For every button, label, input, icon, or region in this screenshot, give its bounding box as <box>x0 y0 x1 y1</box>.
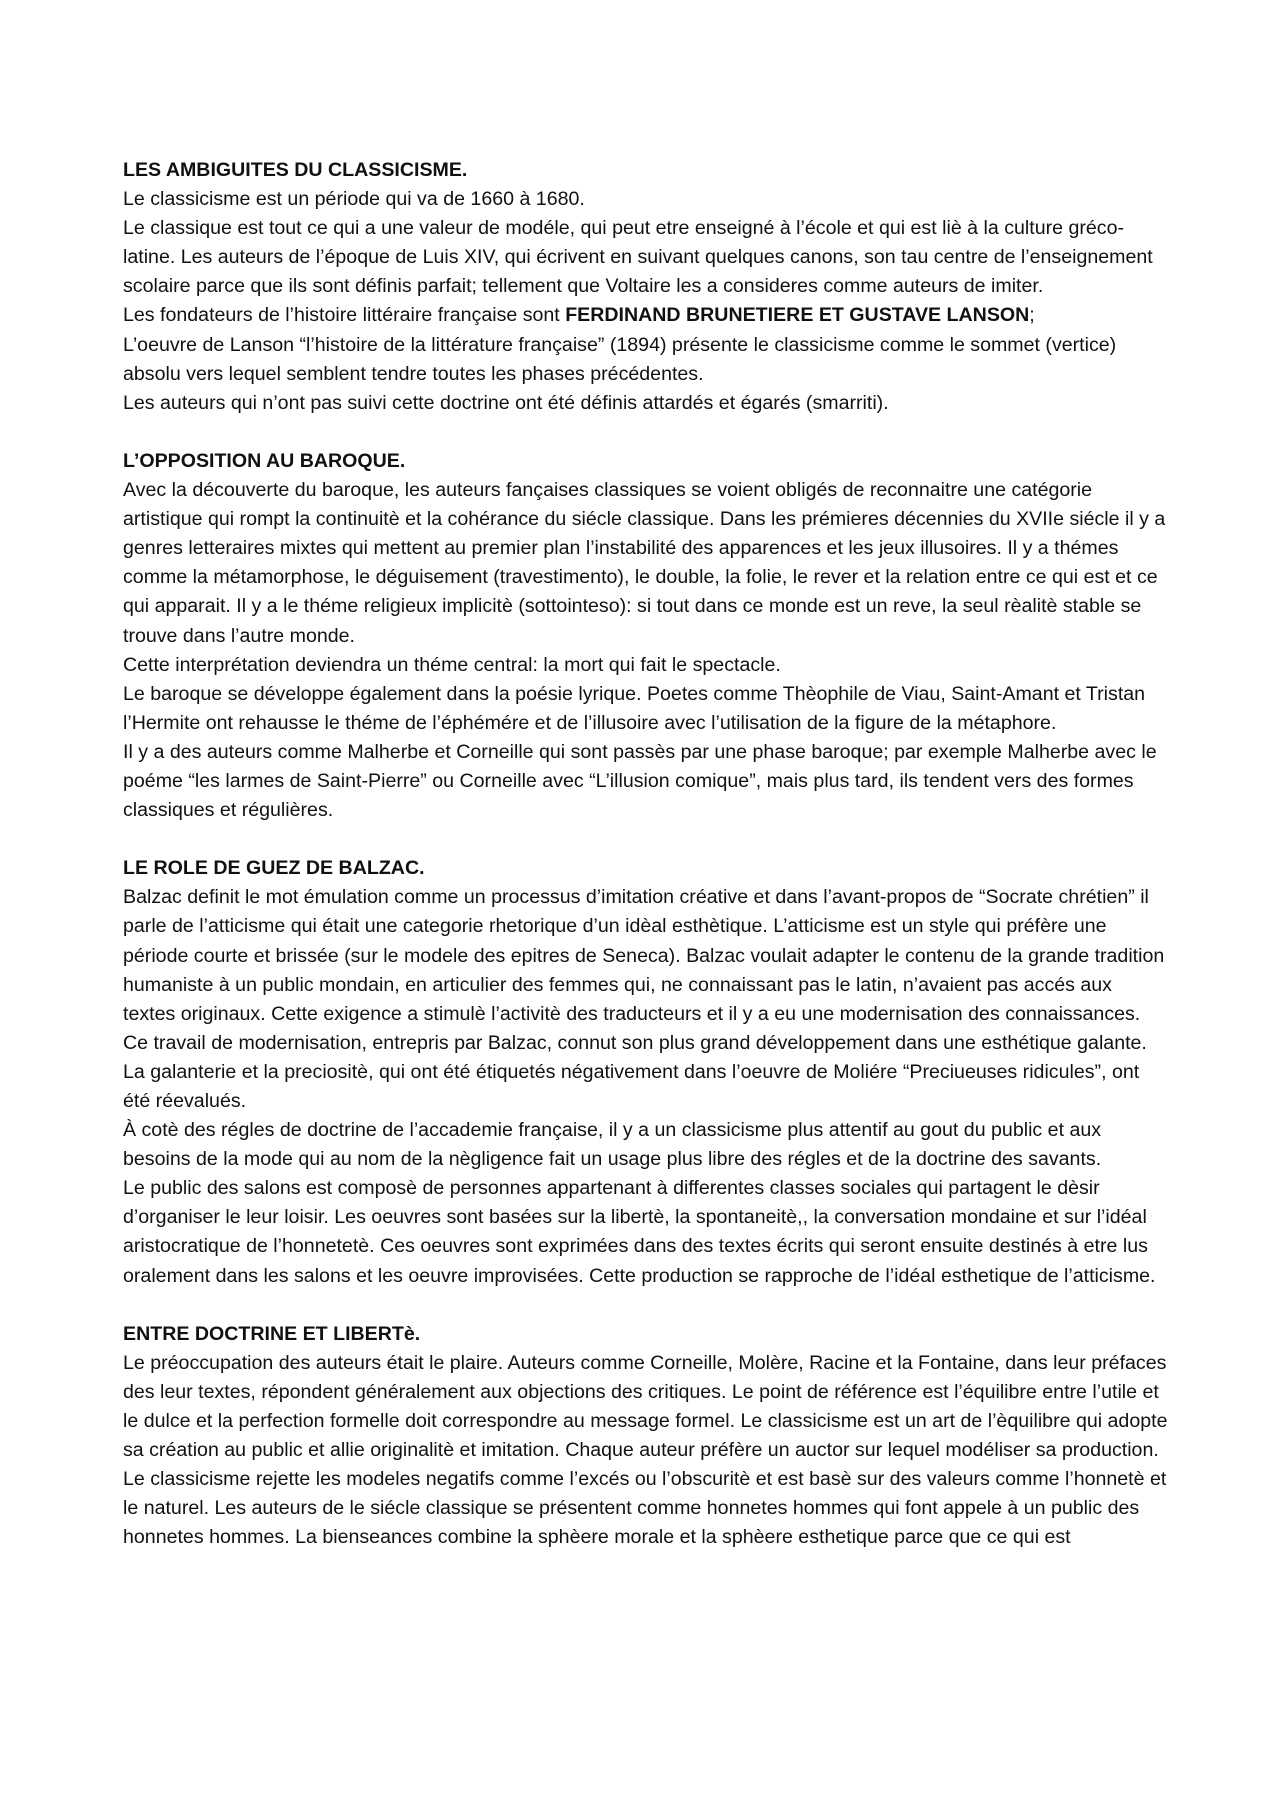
section-baroque <box>123 447 1168 825</box>
paragraph: Cette interprétation deviendra un théme central: la mort qui fait le spectacle. <box>123 653 781 676</box>
paragraph: Le préoccupation des auteurs était le plaire. Auteurs comme Corneille, Molère, Racine et la Fontaine, dans leur préfaces des leur textes, répondent généralement aux objections des critiques. Le point de référence est l’équilibre entre l’utile et le dulce et la perfection formelle doit correspondre au message formel. Le classicisme est un art de l’èquilibre qui adopte sa création au public et allie originalitè et imitation. Chaque auteur préfère un auctor sur lequel modéliser sa production. Le classicisme rejette les modeles negatifs comme l’excés ou l’obscuritè et est basè sur des valeurs comme l’honnetè et le naturel. Les auteurs de le siécle classique se présentent comme honnetes hommes qui font appele à un public des honnetes hommes. La bienseances combine la sphèere morale et la sphèere esthetique parce que ce qui est <box>123 1351 1168 1549</box>
section-ambiguites <box>123 156 1168 418</box>
paragraph-fondateurs <box>123 301 1168 330</box>
paragraph: Il y a des auteurs comme Malherbe et Corneille qui sont passès par une phase baroque; par exemple Malherbe avec le poéme “les larmes de Saint-Pierre” ou Corneille avec “L’illusion comique”, mais plus tard, ils tendent vers des formes classiques et régulières. <box>123 740 1157 822</box>
paragraph: Balzac definit le mot émulation comme un processus d’imitation créative et dans l’avant-propos de “Socrate chrétien” il parle de l’atticisme qui était une categorie rhetorique d’un idèal esthètique. L’atticisme est un style qui préfère une période courte et brissée (sur le modele des epitres de Seneca). Balzac voulait adapter le contenu de la grande tradition humaniste à un public mondain, en articulier des femmes qui, ne connaissant pas le latin, n’avaient pas accés aux textes originaux. Cette exigence a stimulè l’activitè des traducteurs et il y a eu une modernisation des connaissances. Ce travail de modernisation, entrepris par Balzac, connut son plus grand développement dans une esthétique galante. La galanterie et la preciositè, qui ont été étiquetés négativement dans l’oeuvre de Moliére “Preciueuses ridicules”, ont été réevalués. <box>123 886 1165 1112</box>
paragraph: L’oeuvre de Lanson “l’histoire de la littérature française” (1894) présente le classicisme comme le sommet (vertice) absolu vers lequel semblent tendre toutes les phases précédentes. <box>123 333 1117 385</box>
paragraph-text: Les fondateurs de l’histoire littéraire française sont <box>123 304 566 327</box>
section-heading: L’OPPOSITION AU BAROQUE. <box>123 449 406 472</box>
paragraph-text: ; <box>1029 304 1035 327</box>
paragraph: Le classicisme est un période qui va de 1660 à 1680. <box>123 188 585 211</box>
section-heading: ENTRE DOCTRINE ET LIBERTè. <box>123 1322 421 1345</box>
document-page <box>123 156 1168 1582</box>
section-heading: LES AMBIGUITES DU CLASSICISME. <box>123 159 468 181</box>
bold-names: FERDINAND BRUNETIERE ET GUSTAVE LANSON <box>565 304 1030 327</box>
paragraph: Le baroque se développe également dans la poésie lyrique. Poetes comme Thèophile de Viau, Saint-Amant et Tristan l’Hermite ont rehausse le théme de l’éphémére et de l’illusoire avec l’utilisation de la figure de la métaphore. <box>123 682 1146 734</box>
section-heading: LE ROLE DE GUEZ DE BALZAC. <box>123 857 425 880</box>
paragraph: Avec la découverte du baroque, les auteurs fançaises classiques se voient obligés de reconnaitre une catégorie artistique qui rompt la continuitè et la cohérance du siécle classique. Dans les prémieres décennies du XVIIe siécle il y a genres letteraires mixtes qui mettent au premier plan l’instabilité des apparences et les jeux illusoires. Il y a thémes comme la métamorphose, le déguisement (travestimento), le double, la folie, le rever et la relation entre ce qui est et ce qui apparait. Il y a le théme religieux implicitè (sottointeso): si tout dans ce monde est un reve, la seul rèalitè stable se trouve dans l’autre monde. <box>123 479 1166 647</box>
section-balzac <box>123 854 1168 1290</box>
paragraph: Les auteurs qui n’ont pas suivi cette doctrine ont été définis attardés et égarés (smarriti). <box>123 391 889 414</box>
section-doctrine-liberte <box>123 1320 1168 1553</box>
paragraph: Le classique est tout ce qui a une valeur de modéle, qui peut etre enseigné à l’école et qui est liè à la culture gréco-latine. Les auteurs de l’époque de Luis XIV, qui écrivent en suivant quelques canons, son tau centre de l’enseignement scolaire parce que ils sont définis parfait; tellement que Voltaire les a consideres comme auteurs de imiter. <box>123 217 1153 298</box>
paragraph: Le public des salons est composè de personnes appartenant à differentes classes sociales qui partagent le dèsir d’organiser le leur loisir. Les oeuvres sont basées sur la libertè, la spontaneitè,, la conversation mondaine et sur l’idéal aristocratique de l’honnetetè. Ces oeuvres sont exprimées dans des textes écrits qui seront ensuite destinés à etre lus oralement dans les salons et les oeuvre improvisées. Cette production se rapproche de l’idéal esthetique de l’atticisme. <box>123 1177 1156 1287</box>
paragraph: À cotè des régles de doctrine de l’accademie française, il y a un classicisme plus attentif au gout du public et aux besoins de la mode qui au nom de la nègligence fait un usage plus libre des régles et de la doctrine des savants. <box>123 1119 1102 1171</box>
